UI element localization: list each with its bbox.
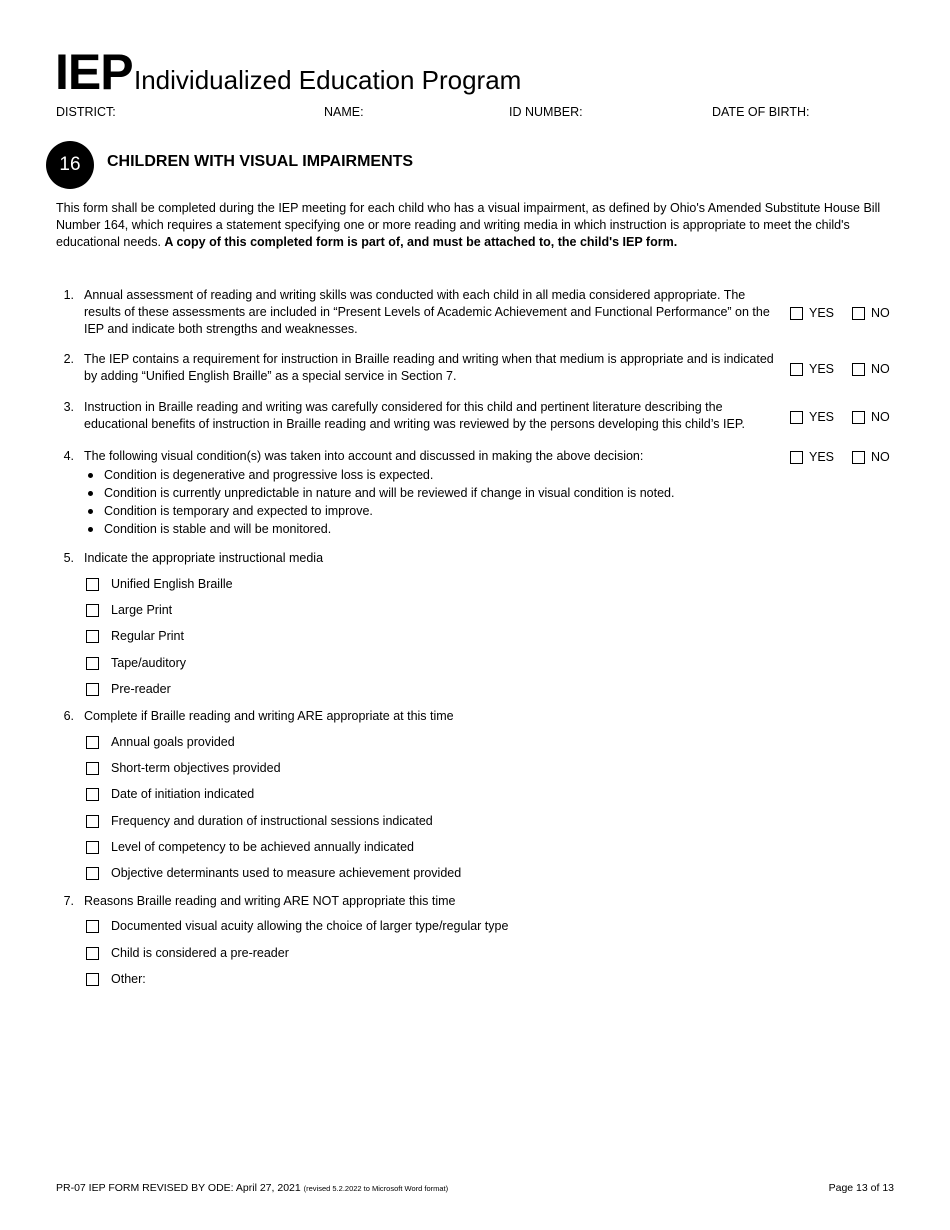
yes-label: YES xyxy=(809,410,835,424)
form-title: Individualized Education Program xyxy=(134,65,522,95)
question-number: 3. xyxy=(63,400,74,414)
district-field-label: DISTRICT: xyxy=(56,105,116,119)
yes-label: YES xyxy=(809,450,835,464)
question-text: Instruction in Braille reading and writing was carefully considered for this child and pertinent literature describing the educational benefits of instruction in Braille reading and writing was reviewed by the persons developing this child’s IEP. xyxy=(84,400,746,431)
intro-paragraph xyxy=(56,200,898,251)
no-checkbox[interactable] xyxy=(852,363,865,376)
section-title: CHILDREN WITH VISUAL IMPAIRMENTS xyxy=(107,153,414,170)
braille-option-determinants[interactable] xyxy=(86,866,461,880)
yes-label: YES xyxy=(809,306,835,320)
no-label: NO xyxy=(871,450,890,464)
form-abbreviation: IEP xyxy=(55,44,133,100)
no-label: NO xyxy=(871,306,890,320)
option-checkbox[interactable] xyxy=(86,762,99,775)
question-text: Reasons Braille reading and writing ARE NOT appropriate this time xyxy=(84,894,456,908)
option-checkbox[interactable] xyxy=(86,604,99,617)
option-checkbox[interactable] xyxy=(86,947,99,960)
yes-checkbox[interactable] xyxy=(790,411,803,424)
condition-bullet: Condition is currently unpredictable in nature and will be reviewed if change in visual condition is noted. xyxy=(84,484,674,502)
question-number: 1. xyxy=(63,288,74,302)
question-number: 4. xyxy=(63,449,74,463)
condition-bullet: Condition is temporary and expected to improve. xyxy=(84,502,674,520)
option-checkbox[interactable] xyxy=(86,683,99,696)
option-label: Tape/auditory xyxy=(111,656,187,670)
option-label: Annual goals provided xyxy=(111,735,235,749)
condition-bullet: Condition is degenerative and progressive loss is expected. xyxy=(84,466,674,484)
option-checkbox[interactable] xyxy=(86,788,99,801)
option-checkbox[interactable] xyxy=(86,841,99,854)
yes-checkbox[interactable] xyxy=(790,451,803,464)
yes-no-group xyxy=(790,305,908,322)
option-label: Level of competency to be achieved annually indicated xyxy=(111,840,414,854)
id-number-field-label: ID NUMBER: xyxy=(509,105,583,119)
option-label: Other: xyxy=(111,972,146,986)
option-label: Pre-reader xyxy=(111,682,171,696)
condition-bullet: Condition is stable and will be monitored. xyxy=(84,520,674,538)
yes-no-group xyxy=(790,449,908,466)
condition-list xyxy=(84,466,674,538)
media-option-pre-reader[interactable] xyxy=(86,682,171,696)
option-checkbox[interactable] xyxy=(86,578,99,591)
braille-option-competency[interactable] xyxy=(86,840,414,854)
no-checkbox[interactable] xyxy=(852,307,865,320)
option-label: Unified English Braille xyxy=(111,577,233,591)
media-option-regular-print[interactable] xyxy=(86,629,184,643)
intro-bold-text: A copy of this completed form is part of, and must be attached to, the child's IEP form. xyxy=(164,235,678,249)
footer-revision xyxy=(56,1182,448,1194)
option-label: Objective determinants used to measure achievement provided xyxy=(111,866,462,880)
footer-revision-note: (revised 5.2.2022 to Microsoft Word format) xyxy=(303,1184,449,1193)
no-label: NO xyxy=(871,362,890,376)
no-label: NO xyxy=(871,410,890,424)
option-label: Date of initiation indicated xyxy=(111,787,255,801)
yes-checkbox[interactable] xyxy=(790,363,803,376)
section-number-badge: 16 xyxy=(46,141,94,189)
braille-option-frequency[interactable] xyxy=(86,814,433,828)
date-of-birth-field-label: DATE OF BIRTH: xyxy=(712,105,810,119)
braille-option-annual-goals[interactable] xyxy=(86,735,235,749)
no-checkbox[interactable] xyxy=(852,411,865,424)
option-checkbox[interactable] xyxy=(86,867,99,880)
question-text: Complete if Braille reading and writing ARE appropriate at this time xyxy=(84,709,454,723)
media-option-large-print[interactable] xyxy=(86,603,172,617)
yes-no-group xyxy=(790,409,908,426)
option-label: Short-term objectives provided xyxy=(111,761,281,775)
media-option-ueb[interactable] xyxy=(86,577,233,591)
option-checkbox[interactable] xyxy=(86,736,99,749)
braille-option-initiation[interactable] xyxy=(86,787,254,801)
option-checkbox[interactable] xyxy=(86,630,99,643)
option-label: Frequency and duration of instructional sessions indicated xyxy=(111,814,433,828)
yes-checkbox[interactable] xyxy=(790,307,803,320)
option-label: Documented visual acuity allowing the choice of larger type/regular type xyxy=(111,919,509,933)
footer-revision-text: PR-07 IEP FORM REVISED BY ODE: April 27, 2021 xyxy=(56,1182,304,1194)
media-option-tape[interactable] xyxy=(86,656,186,670)
yes-no-group xyxy=(790,361,908,378)
option-checkbox[interactable] xyxy=(86,973,99,986)
yes-label: YES xyxy=(809,362,835,376)
question-text: Indicate the appropriate instructional media xyxy=(84,551,324,565)
question-text: Annual assessment of reading and writing skills was conducted with each child in all media considered appropriate. The results of these assessments are included in “Present Levels of Academic Achievement and Functional Performance” on the IEP and indicate both strengths and weaknesses. xyxy=(84,288,770,336)
no-checkbox[interactable] xyxy=(852,451,865,464)
question-number: 6. xyxy=(63,709,74,723)
option-label: Large Print xyxy=(111,603,173,617)
page-number: Page 13 of 13 xyxy=(828,1182,894,1194)
name-field-label: NAME: xyxy=(324,105,364,119)
question-text: The IEP contains a requirement for instruction in Braille reading and writing when that medium is appropriate and is indicated by adding “Unified English Braille” as a special service in Section 7. xyxy=(84,352,774,383)
option-label: Child is considered a pre-reader xyxy=(111,946,289,960)
question-number: 5. xyxy=(63,551,74,565)
question-text: The following visual condition(s) was taken into account and discussed in making the above decision: xyxy=(84,449,644,463)
option-checkbox[interactable] xyxy=(86,920,99,933)
question-number: 2. xyxy=(63,352,74,366)
braille-option-objectives[interactable] xyxy=(86,761,281,775)
question-number: 7. xyxy=(63,894,74,908)
reason-option-visual-acuity[interactable] xyxy=(86,919,508,933)
option-checkbox[interactable] xyxy=(86,815,99,828)
option-checkbox[interactable] xyxy=(86,657,99,670)
reason-option-pre-reader[interactable] xyxy=(86,946,289,960)
intro-text: This form shall be completed during the IEP meeting for each child who has a visual impairment, as defined by Ohio's Amended Substitute House Bill Number 164, which requires a statement specifying one or more reading and writing media in which instruction is appropriate to meet the child's educational needs. xyxy=(56,201,881,249)
option-label: Regular Print xyxy=(111,629,184,643)
reason-option-other[interactable] xyxy=(86,972,146,986)
